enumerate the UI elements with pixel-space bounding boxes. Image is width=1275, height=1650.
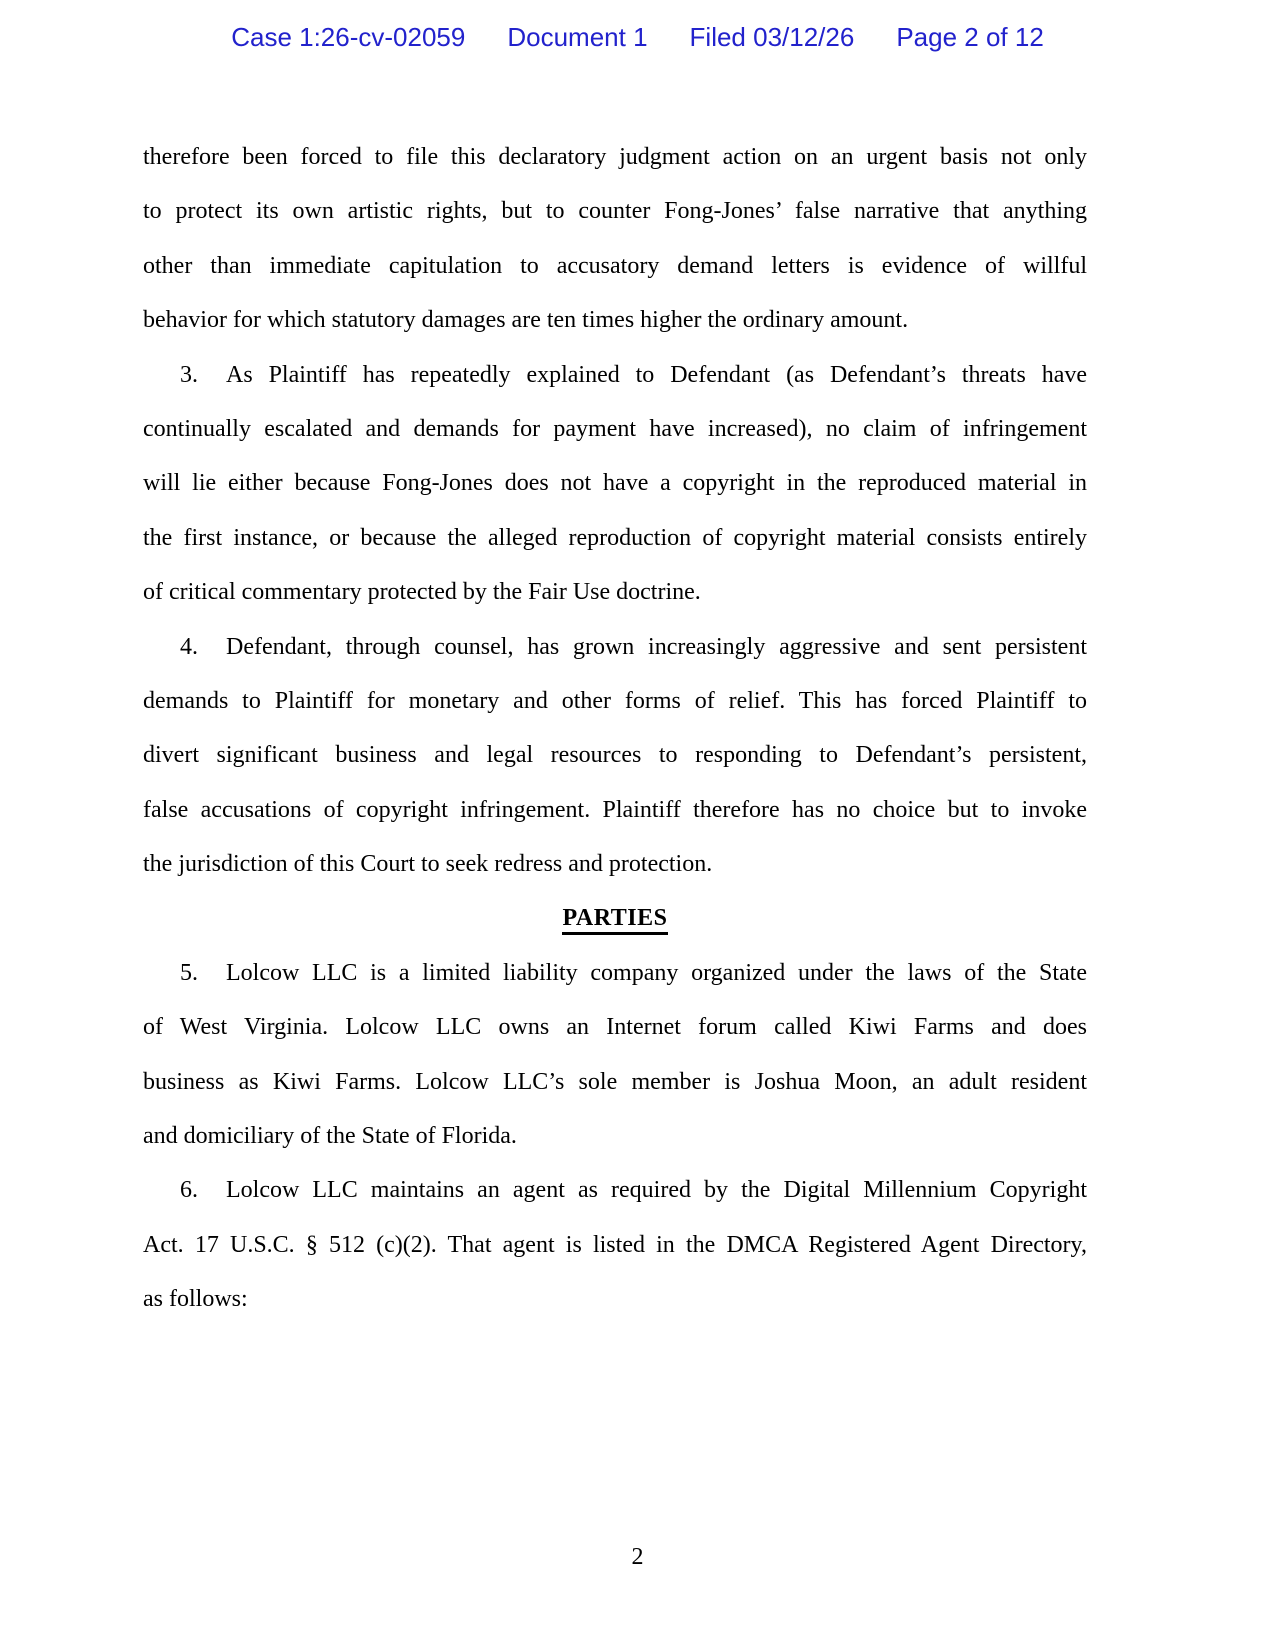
paragraph-text: Lolcow LLC maintains an agent as required by the Digital Millennium Copyright <box>226 1177 1087 1204</box>
body-line: to protect its own artistic rights, but to counter Fong-Jones’ false narrative that anything <box>143 198 1087 225</box>
body-line <box>143 620 1087 674</box>
header-filed-date: Filed 03/12/26 <box>689 22 855 52</box>
body-line: therefore been forced to file this declaratory judgment action on an urgent basis not only <box>143 144 1087 170</box>
body-line <box>143 348 1087 402</box>
paragraph-text: Defendant, through counsel, has grown increasingly aggressive and sent persistent <box>226 633 1087 660</box>
body-line: continually escalated and demands for payment have increased), no claim of infringement <box>143 415 1087 442</box>
header-document-number: Document 1 <box>507 22 648 52</box>
body-line: other than immediate capitulation to accusatory demand letters is evidence of willful <box>143 252 1087 279</box>
header-case-number: Case 1:26-cv-02059 <box>231 22 466 52</box>
page-number: 2 <box>631 1544 644 1570</box>
paragraph-number: 5. <box>180 959 198 986</box>
paragraph-number: 4. <box>180 633 198 660</box>
body-line: as follows: <box>143 1286 248 1313</box>
body-line: demands to Plaintiff for monetary and other forms of relief. This has forced Plaintiff to <box>143 687 1087 714</box>
body-line: of critical commentary protected by the Fair Use doctrine. <box>143 579 701 606</box>
body-line: false accusations of copyright infringement. Plaintiff therefore has no choice but to invoke <box>143 796 1087 823</box>
body-line: divert significant business and legal resources to responding to Defendant’s persistent, <box>143 742 1087 769</box>
body-line <box>143 946 1087 1000</box>
section-heading-text: PARTIES <box>562 905 669 935</box>
paragraph-number: 3. <box>180 361 198 388</box>
case-header <box>0 22 1275 52</box>
document-body <box>143 130 1087 1327</box>
body-line: business as Kiwi Farms. Lolcow LLC’s sole member is Joshua Moon, an adult resident <box>143 1068 1087 1095</box>
body-line: Act. 17 U.S.C. § 512 (c)(2). That agent is listed in the DMCA Registered Agent Directory, <box>143 1231 1087 1258</box>
paragraph-text: As Plaintiff has repeatedly explained to Defendant (as Defendant’s threats have <box>226 361 1087 388</box>
paragraph-number: 6. <box>180 1177 198 1204</box>
paragraph-text: Lolcow LLC is a limited liability company organized under the laws of the State <box>226 959 1087 986</box>
body-line: the first instance, or because the alleged reproduction of copyright material consists entirely <box>143 524 1087 551</box>
body-line: will lie either because Fong-Jones does not have a copyright in the reproduced material in <box>143 470 1087 497</box>
section-heading-parties <box>143 891 1087 945</box>
body-line: of West Virginia. Lolcow LLC owns an Internet forum called Kiwi Farms and does <box>143 1014 1087 1041</box>
body-line: the jurisdiction of this Court to seek redress and protection. <box>143 851 713 878</box>
header-page-indicator: Page 2 of 12 <box>896 22 1044 52</box>
body-line: and domiciliary of the State of Florida. <box>143 1123 517 1150</box>
body-line <box>143 1163 1087 1217</box>
body-line: behavior for which statutory damages are ten times higher the ordinary amount. <box>143 307 909 334</box>
